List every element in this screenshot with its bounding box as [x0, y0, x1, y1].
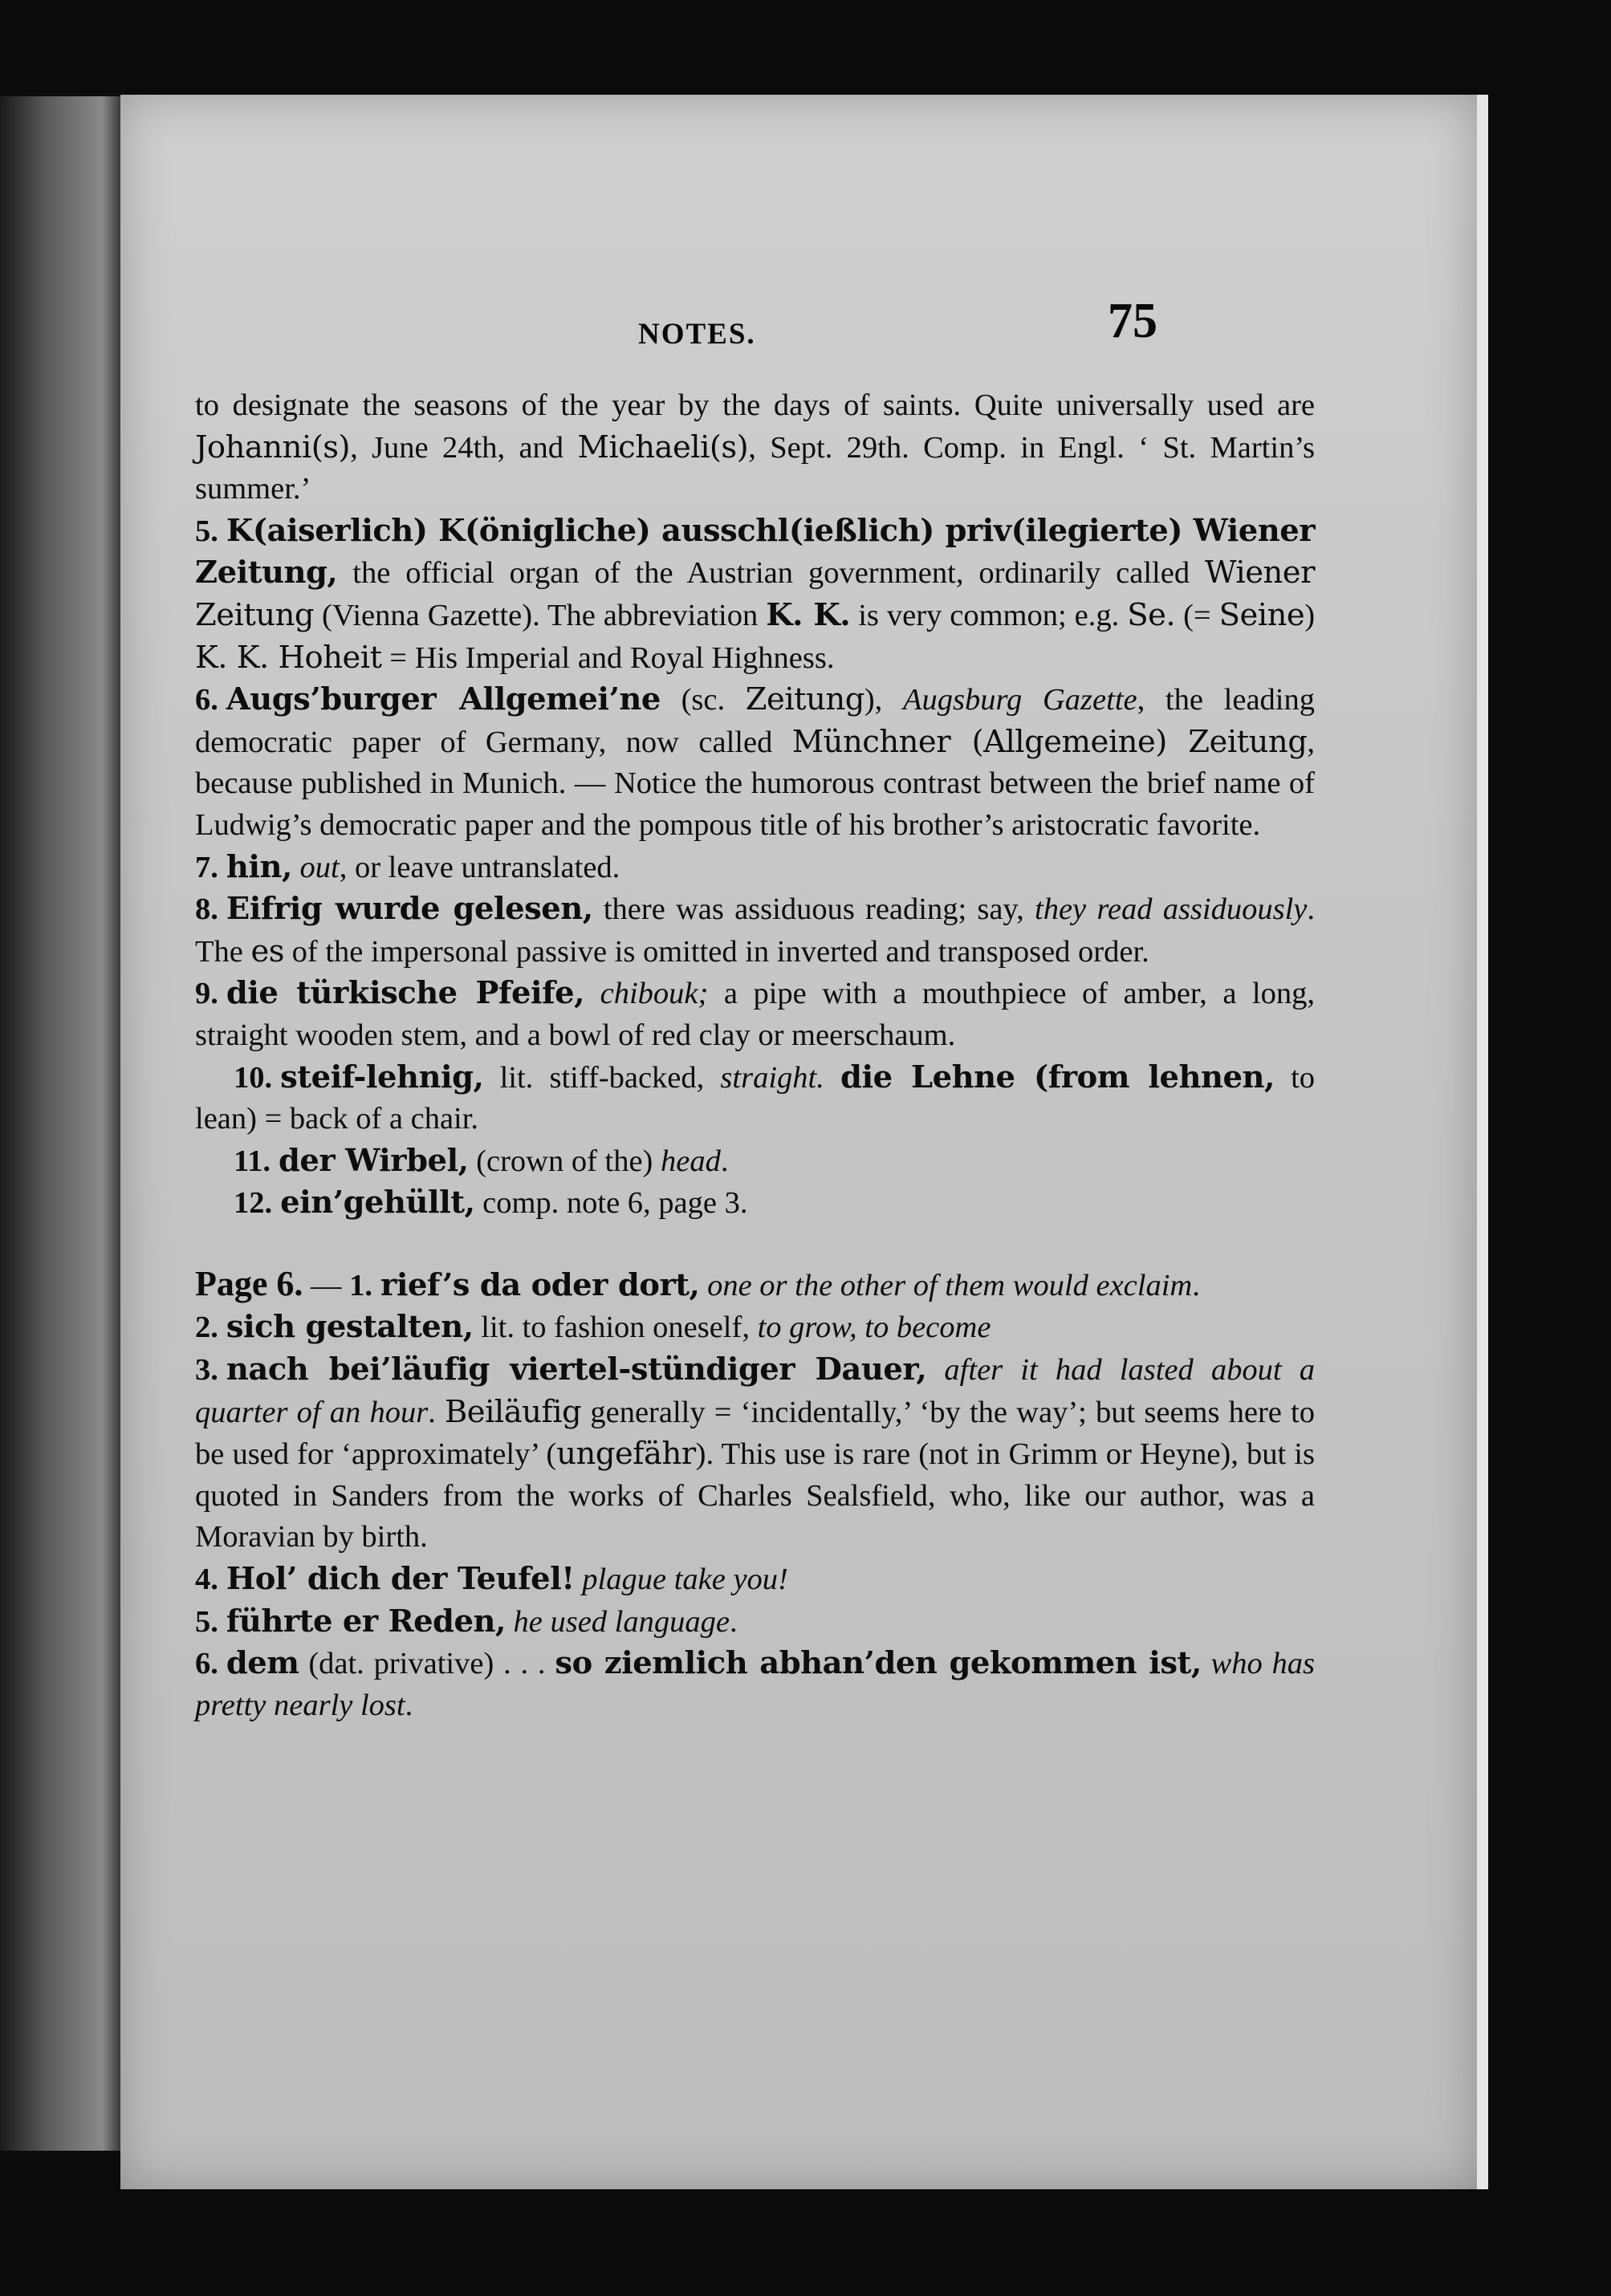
german-headword: führte er Reden,: [226, 1603, 506, 1640]
page-right-edge: [1477, 95, 1488, 2189]
note-text: lit. stiff-backed,: [483, 1060, 721, 1095]
note-text: is very common; e.g.: [850, 598, 1128, 632]
note-item: [195, 1349, 1315, 1558]
italic-gloss: straight.: [720, 1060, 824, 1095]
facing-page-edge: [0, 96, 120, 2151]
note-item: [195, 510, 1315, 679]
german-headword: rief’s da oder dort,: [380, 1266, 700, 1303]
german-term: Se.: [1127, 596, 1176, 633]
note-text: .: [428, 1395, 445, 1429]
note-text: .: [1192, 1268, 1200, 1302]
note-text: ),: [864, 683, 903, 717]
note-number: 12.: [234, 1186, 273, 1221]
note-text: , because published in Munich. — Notice the humorous contrast between the brief name of Ludwig’s democratic paper and the pompous title of his brother’s aristocratic favorite.: [195, 725, 1315, 842]
page-number: 75: [1108, 294, 1157, 348]
note-text: [699, 1269, 707, 1302]
notes-list-page5: [195, 510, 1315, 1225]
note-number: 6.: [195, 1647, 218, 1681]
note-text: ): [1304, 598, 1316, 632]
note-text: . The: [195, 892, 1315, 969]
italic-gloss: who has pretty nearly lost: [195, 1647, 1316, 1722]
continuation-text: , Sept. 29th. Comp. in Engl. ‘ St. Martin’s summer.’: [195, 430, 1316, 506]
note-number: 5.: [195, 1604, 218, 1639]
continuation-text: , June 24th, and: [350, 430, 578, 465]
note-text: (crown of the): [468, 1144, 661, 1178]
note-text: of the impersonal passive is omitted in inverted and transposed order.: [284, 934, 1149, 969]
note-text: [926, 1353, 944, 1387]
german-headword: K. K.: [766, 596, 851, 633]
german-term: es: [250, 933, 285, 969]
note-number: 4.: [195, 1562, 218, 1597]
note-item: [195, 1643, 1315, 1726]
note-text: lit. to fashion oneself,: [473, 1311, 758, 1345]
note-text: [824, 1061, 840, 1095]
german-term: K. K. Hoheit: [195, 639, 382, 676]
note-item: [195, 1306, 1315, 1349]
german-term: Wiener Zeitung: [195, 555, 1315, 633]
note-text: , the leading democratic paper of Germany, now called: [195, 683, 1315, 759]
german-term: Seine: [1218, 596, 1305, 633]
note-number: 6.: [195, 683, 218, 717]
italic-gloss: out: [299, 850, 340, 884]
note-item: [195, 847, 1315, 889]
note-item: Page 6. — 1. rief’s da oder dort, one or the other of them would exclaim.: [195, 1263, 1200, 1303]
italic-gloss: he used language: [513, 1604, 730, 1639]
running-title: NOTES.: [638, 318, 756, 351]
note-text: .: [720, 1144, 729, 1178]
section-spacer: [195, 1225, 1315, 1263]
note-number: 10.: [234, 1060, 273, 1095]
italic-gloss: they read assiduously: [1035, 892, 1308, 927]
german-headword: nach bei’läufig viertel-stündiger Dauer,: [226, 1351, 927, 1388]
continuation-paragraph: [195, 385, 1315, 510]
note-text: (sc.: [660, 683, 746, 717]
german-term: ungefähr: [556, 1436, 696, 1473]
german-term: Münchner (Allgemeine) Zeitung: [791, 723, 1308, 760]
german-headword: so ziemlich abhan’den gekommen ist,: [555, 1645, 1202, 1682]
note-text: , or leave untranslated.: [339, 850, 620, 884]
german-headword: dem: [226, 1645, 299, 1682]
note-text: .: [405, 1688, 413, 1722]
german-headword: Augs’burger Allgemei’ne: [226, 681, 661, 718]
note-text: [575, 1562, 583, 1596]
note-item: [195, 679, 1315, 846]
note-text: the official organ of the Austrian government, ordinarily called: [337, 556, 1206, 591]
german-headword: die Lehne (from lehnen,: [840, 1059, 1275, 1095]
italic-gloss: plague take you!: [582, 1562, 788, 1597]
note-text: [1202, 1647, 1211, 1680]
german-headword: Hol’ dich der Teufel!: [226, 1561, 575, 1598]
german-headword: hin,: [226, 848, 292, 885]
note-number: 8.: [195, 892, 218, 927]
german-headword: sich gestalten,: [226, 1309, 474, 1346]
german-term: Zeitung: [745, 681, 864, 718]
note-text: there was assiduous reading; say,: [592, 892, 1035, 927]
note-text: (dat. privative) . . .: [299, 1647, 555, 1681]
note-item: [195, 1182, 1315, 1225]
note-text: (Vienna Gazette). The abbreviation: [314, 598, 767, 632]
italic-gloss: to grow, to become: [757, 1311, 991, 1345]
note-number: 9.: [195, 977, 218, 1011]
note-text: generally = ‘incidentally,’ ‘by the way’; but seems here to be used for ‘approximately’ (: [195, 1395, 1316, 1472]
german-headword: der Wirbel,: [279, 1142, 469, 1179]
note-text: .: [729, 1604, 738, 1639]
german-headword: die türkische Pfeife,: [226, 975, 585, 1012]
german-term: Johanni(s): [195, 429, 351, 465]
note-item: [195, 1601, 1315, 1644]
notes-list-page6: [195, 1263, 1315, 1727]
italic-gloss: head: [661, 1144, 721, 1178]
note-number: 3.: [195, 1353, 218, 1388]
german-headword: ein’gehüllt,: [280, 1185, 475, 1221]
note-number: 2.: [195, 1311, 218, 1345]
italic-gloss: chibouk;: [600, 977, 709, 1011]
note-number: 1.: [349, 1268, 373, 1302]
italic-gloss: Augsburg Gazette: [903, 683, 1137, 717]
note-text: ). This use is rare (not in Grimm or Heyne), but is quoted in Sanders from the works of Charles Sealsfield, who, like our author, was a Moravian by birth.: [195, 1437, 1315, 1554]
note-text: comp. note 6, page 3.: [474, 1186, 748, 1221]
page-section-label: Page 6.: [195, 1263, 303, 1303]
note-number: 5.: [195, 514, 218, 548]
notes-body: [195, 385, 1315, 1726]
note-text: [506, 1605, 514, 1639]
note-item: [195, 888, 1315, 973]
note-item: [195, 1558, 1315, 1601]
note-text: [584, 977, 600, 1010]
german-term: Beiläufig: [445, 1393, 582, 1430]
note-text: a pipe with a mouthpiece of amber, a long, straight wooden stem, and a bowl of red clay or meerschaum.: [195, 977, 1316, 1052]
german-headword: Eifrig wurde gelesen,: [226, 891, 593, 928]
note-item: [195, 1057, 1315, 1140]
italic-gloss: one or the other of them would exclaim: [707, 1268, 1193, 1302]
note-text: (=: [1175, 598, 1219, 632]
note-item: [195, 973, 1315, 1056]
note-text: [292, 851, 300, 884]
continuation-text: to designate the seasons of the year by the days of saints. Quite universally used are: [195, 388, 1315, 422]
running-head: [0, 213, 1611, 351]
italic-gloss: after it had lasted about a quarter of an hour: [195, 1353, 1316, 1429]
german-term: Michaeli(s): [577, 429, 749, 465]
note-item: [195, 1140, 1315, 1183]
german-headword: K(aiserlich) K(önigliche) ausschl(ießlich) priv(ilegierte) Wiener Zeitung,: [195, 512, 1315, 591]
note-number: 7.: [195, 850, 218, 884]
note-text: to lean) = back of a chair.: [195, 1060, 1316, 1136]
german-headword: steif-lehnig,: [280, 1059, 484, 1095]
note-number: 11.: [234, 1144, 271, 1178]
note-text: = His Imperial and Royal Highness.: [381, 640, 835, 675]
